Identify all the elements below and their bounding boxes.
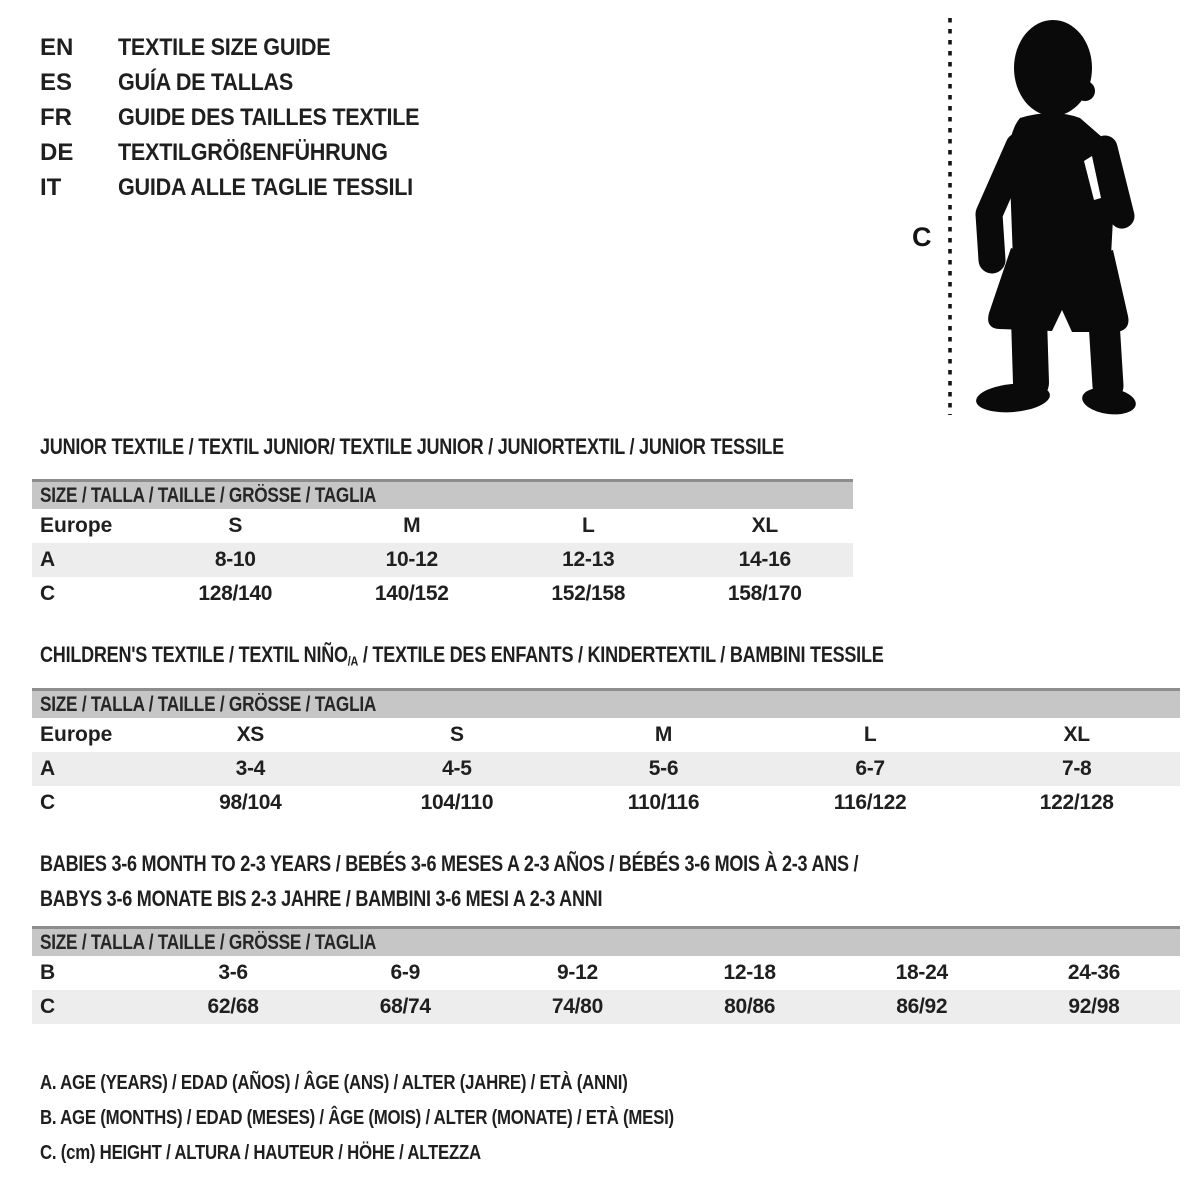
- table-row-height-cm: [32, 990, 1180, 1024]
- size-cell: S: [450, 723, 464, 746]
- size-cell: S: [228, 514, 243, 537]
- size-header-bar: SIZE / TALLA / TAILLE / GRÖSSE / TAGLIA: [32, 926, 1180, 956]
- row-label: Europe: [40, 723, 113, 746]
- size-cell: 128/140: [198, 582, 273, 605]
- table-row-europe: [32, 509, 853, 543]
- size-cell: 104/110: [420, 791, 494, 814]
- table-row-age-years: [32, 543, 853, 577]
- language-code: DE: [40, 138, 74, 166]
- size-cell: 98/104: [219, 791, 282, 814]
- size-cell: 12-13: [562, 548, 615, 571]
- size-cell: 110/116: [627, 791, 700, 814]
- size-cell: L: [863, 723, 877, 746]
- babies-table-title-line2: BABYS 3-6 MONATE BIS 2-3 JAHRE / BAMBINI 3-6 MESI A 2-3 ANNI: [40, 886, 603, 911]
- size-cell: 10-12: [385, 548, 438, 571]
- legend-item-b: B. AGE (MONTHS) / EDAD (MESES) / ÂGE (MOIS) / ALTER (MONATE) / ETÀ (MESI): [40, 1106, 674, 1129]
- language-label: GUIDA ALLE TAGLIE TESSILI: [118, 173, 413, 201]
- row-label: A: [40, 757, 56, 780]
- language-label: TEXTILGRÖßENFÜHRUNG: [118, 138, 388, 166]
- size-cell: 3-6: [218, 961, 248, 984]
- babies-table-title-line1: BABIES 3-6 MONTH TO 2-3 YEARS / BEBÉS 3-6 MESES A 2-3 AÑOS / BÉBÉS 3-6 MOIS À 2-3 ANS /: [40, 851, 859, 876]
- language-code: FR: [40, 103, 72, 131]
- size-cell: 24-36: [1067, 961, 1121, 984]
- junior-size-table: [32, 479, 853, 611]
- language-code: EN: [40, 33, 74, 61]
- size-cell: M: [403, 514, 421, 537]
- toddler-silhouette: [975, 20, 1138, 418]
- size-cell: 74/80: [551, 995, 603, 1018]
- children-table-title: CHILDREN'S TEXTILE / TEXTIL NIÑO/A / TEXTILE DES ENFANTS / KINDERTEXTIL / BAMBINI TESSILE: [40, 642, 884, 669]
- size-figure: [898, 8, 1160, 428]
- legend-item-a: A. AGE (YEARS) / EDAD (AÑOS) / ÂGE (ANS) / ALTER (JAHRE) / ETÀ (ANNI): [40, 1071, 628, 1094]
- size-cell: 6-9: [390, 961, 420, 984]
- size-cell: 12-18: [723, 961, 776, 984]
- legend-item-c: C. (cm) HEIGHT / ALTURA / HAUTEUR / HÖHE / ALTEZZA: [40, 1141, 481, 1164]
- size-cell: 4-5: [442, 757, 472, 780]
- table-row-height-cm: [32, 577, 853, 611]
- row-label: Europe: [40, 514, 113, 537]
- babies-size-table: [32, 926, 1180, 1024]
- size-cell: 158/170: [727, 582, 802, 605]
- row-label: B: [40, 961, 56, 984]
- size-cell: XS: [236, 723, 264, 746]
- size-cell: 5-6: [648, 757, 679, 780]
- language-label: GUIDE DES TAILLES TEXTILE: [118, 103, 420, 131]
- size-cell: M: [654, 723, 673, 746]
- language-code: ES: [40, 68, 73, 96]
- size-cell: 116/122: [833, 791, 907, 814]
- language-row-fr: [40, 100, 453, 135]
- size-cell: XL: [751, 514, 778, 537]
- size-cell: 3-4: [235, 757, 266, 780]
- table-row-age-months: [32, 956, 1180, 990]
- language-label: TEXTILE SIZE GUIDE: [118, 33, 331, 61]
- size-cell: 9-12: [557, 961, 598, 984]
- row-label: A: [40, 548, 56, 571]
- size-cell: 140/152: [374, 582, 449, 605]
- junior-table-title: JUNIOR TEXTILE / TEXTIL JUNIOR/ TEXTILE JUNIOR / JUNIORTEXTIL / JUNIOR TESSILE: [40, 434, 784, 459]
- size-cell: 86/92: [896, 995, 948, 1018]
- language-row-es: [40, 65, 453, 100]
- size-cell: 18-24: [895, 961, 948, 984]
- size-cell: 80/86: [724, 995, 776, 1018]
- size-cell: 7-8: [1061, 757, 1092, 780]
- table-row-age-years: [32, 752, 1180, 786]
- size-cell: 122/128: [1039, 791, 1114, 814]
- size-header-bar: SIZE / TALLA / TAILLE / GRÖSSE / TAGLIA: [32, 688, 1180, 718]
- language-row-en: [40, 30, 453, 65]
- row-label: C: [40, 995, 56, 1018]
- table-row-europe: [32, 718, 1180, 752]
- row-label: C: [40, 582, 56, 605]
- title-subscript: /A: [347, 653, 359, 669]
- language-label: GUÍA DE TALLAS: [118, 68, 294, 96]
- language-row-de: [40, 135, 453, 170]
- language-list: [40, 30, 453, 205]
- table-row-height-cm: [32, 786, 1180, 820]
- size-cell: 68/74: [379, 995, 431, 1018]
- row-label: C: [40, 791, 56, 814]
- language-code: IT: [40, 173, 62, 201]
- size-cell: L: [581, 514, 595, 537]
- ear-shape: [1075, 81, 1095, 101]
- height-label: C: [912, 222, 932, 252]
- size-cell: 6-7: [855, 757, 885, 780]
- children-size-table: [32, 688, 1180, 820]
- size-header-bar: SIZE / TALLA / TAILLE / GRÖSSE / TAGLIA: [32, 479, 853, 509]
- size-cell: XL: [1063, 723, 1090, 746]
- size-cell: 8-10: [214, 548, 256, 571]
- language-row-it: [40, 170, 453, 205]
- size-cell: 14-16: [738, 548, 791, 571]
- size-cell: 62/68: [207, 995, 259, 1018]
- size-cell: 92/98: [1068, 995, 1120, 1018]
- size-cell: 152/158: [551, 582, 626, 605]
